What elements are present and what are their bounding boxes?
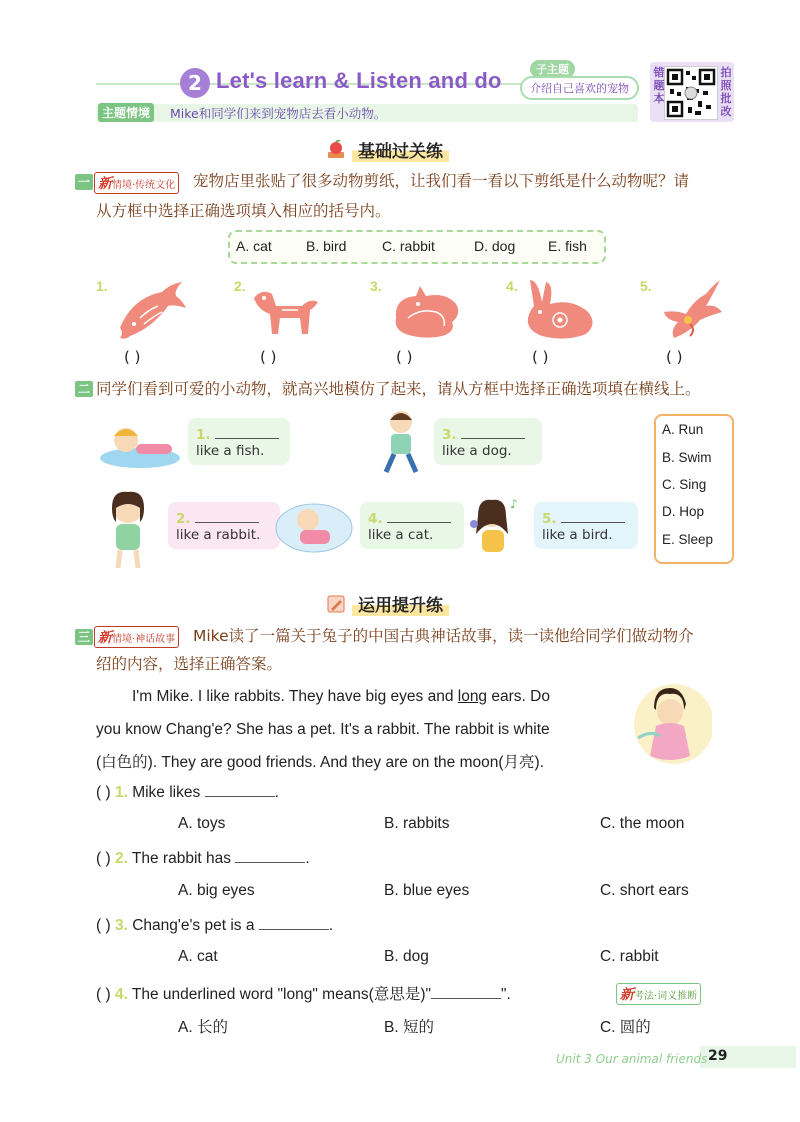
q1-new-mark: 新 (98, 176, 112, 192)
q1-badge: 一 (75, 174, 93, 190)
q2-bubble-5 (534, 502, 638, 549)
q3-answer-paren[interactable]: ( ) (96, 784, 111, 801)
q3-q1-opt[interactable]: C. the moon (600, 815, 685, 832)
q3-q2-opt[interactable]: C. short ears (600, 882, 689, 899)
q1-item-num: 4. (506, 278, 518, 294)
reading-passage (96, 680, 626, 779)
q3-question-tail: . (305, 850, 310, 867)
q3-question-tail: ". (501, 986, 511, 1003)
q2-bubble-num: 3. (442, 427, 457, 443)
papercut-rabbit-icon (520, 276, 600, 342)
qr-right-label: 拍照批改 (720, 66, 732, 118)
papercut-bird-icon (660, 276, 726, 344)
sleeping-girl-icon (274, 494, 354, 556)
q1-option: E. fish (548, 238, 587, 254)
q3-question-num: 1. (114, 784, 128, 801)
singing-girl-icon (460, 494, 524, 558)
q4-method-tag (616, 983, 701, 1005)
q3-question-num: 2. (114, 850, 128, 867)
q1-item-num: 1. (96, 278, 108, 294)
theme-label: 主题情境 (98, 103, 154, 122)
q2-bubble-text: like a bird. (542, 527, 613, 543)
q3-q2-opt[interactable]: B. blue eyes (384, 882, 470, 899)
q2-bubble-text: like a fish. (196, 443, 265, 459)
q3-answer-paren[interactable]: ( ) (96, 917, 111, 934)
q2-option: B. Swim (662, 450, 712, 465)
q3-question-stem: The rabbit has (131, 850, 232, 867)
underlined-word: long (457, 688, 488, 705)
subtheme-tag: 子主题 (530, 60, 575, 78)
q3-q1-opt[interactable]: A. toys (178, 815, 226, 832)
q3-blank[interactable] (205, 782, 275, 797)
q3-blank[interactable] (235, 848, 305, 863)
papercut-cat-icon (386, 278, 466, 342)
passage-line-1: I'm Mike. I like rabbits. They have big eyes and long ears. Do (132, 688, 550, 705)
subtheme-text: 介绍自己喜欢的宠物 (520, 76, 639, 100)
q3-answer-paren[interactable]: ( ) (96, 986, 111, 1003)
q3-blank[interactable] (431, 984, 501, 999)
q3-context-tag (94, 626, 179, 648)
q3-question-1 (96, 782, 279, 802)
q1-answer-paren[interactable]: ( ) (124, 348, 141, 366)
lesson-title: Let's learn & Listen and do (216, 68, 502, 93)
q3-q2-opt[interactable]: A. big eyes (178, 882, 255, 899)
theme-text: Mike和同学们来到宠物店去看小动物。 (170, 106, 387, 121)
section-advanced-header (326, 591, 449, 616)
papercut-dog-icon (248, 280, 326, 344)
q3-q3-opt[interactable]: A. cat (178, 948, 218, 965)
q2-blank-input[interactable] (561, 508, 625, 523)
q3-question-num: 3. (114, 917, 128, 934)
q1-option: B. bird (306, 238, 347, 254)
qr-code-icon[interactable] (664, 66, 718, 120)
q3-q4-opt[interactable]: B. 短的 (384, 1019, 434, 1036)
q2-bubble-1 (188, 418, 290, 465)
papercut-fish-icon (112, 278, 190, 342)
q1-tag-text: 情境·传统文化 (112, 180, 176, 191)
q3-badge: 三 (75, 629, 93, 645)
q1-answer-paren[interactable]: ( ) (260, 348, 277, 366)
q2-bubble-text: like a rabbit. (176, 527, 261, 543)
q2-options-box (654, 414, 734, 564)
apple-book-icon (326, 140, 346, 160)
q3-question-tail: . (328, 917, 334, 934)
q3-q1-opt[interactable]: B. rabbits (384, 815, 450, 832)
lesson-number-badge: 2 (180, 68, 210, 98)
q2-bubble-text: like a dog. (442, 443, 512, 459)
pencil-icon (326, 594, 346, 614)
q2-option: A. Run (662, 422, 704, 437)
q3-question-4 (96, 982, 511, 1004)
page-number: 29 (708, 1048, 728, 1064)
q3-new-mark: 新 (98, 630, 112, 646)
q3-question-2 (96, 848, 310, 868)
q2-bubble-text: like a cat. (368, 527, 434, 543)
q2-bubble-3 (434, 418, 542, 465)
q3-q3-opt[interactable]: B. dog (384, 948, 429, 965)
change-moon-icon (630, 680, 712, 770)
q2-prompt: 同学们看到可爱的小动物，就高兴地模仿了起来，请从方框中选择正确选项填在横线上。 (96, 380, 701, 398)
q3-q4-opt[interactable]: A. 长的 (178, 1019, 228, 1036)
q4-tag-text: 考法·词义推断 (634, 991, 698, 1002)
q2-bubble-num: 5. (542, 511, 557, 527)
q1-answer-paren[interactable]: ( ) (666, 348, 683, 366)
qr-left-label: 错题本 (653, 66, 665, 105)
q2-bubble-2 (168, 502, 280, 549)
svg-text:♪: ♪ (510, 497, 518, 511)
swimming-kid-icon (96, 418, 182, 470)
q2-blank-input[interactable] (215, 424, 279, 439)
q3-q3-opt[interactable]: C. rabbit (600, 948, 659, 965)
q3-question-stem: The underlined word "long" means(意思是)" (131, 986, 432, 1003)
q3-question-num: 4. (114, 986, 128, 1003)
running-boy-icon (378, 408, 424, 478)
section-basic-header (326, 137, 449, 162)
q1-answer-paren[interactable]: ( ) (532, 348, 549, 366)
q1-prompt-line2: 从方框中选择正确选项填入相应的括号内。 (96, 202, 391, 220)
q4-new-mark: 新 (620, 987, 634, 1003)
q3-blank[interactable] (259, 915, 329, 930)
q1-item-num: 2. (234, 278, 246, 294)
q2-blank-input[interactable] (195, 508, 259, 523)
q3-question-tail: . (274, 784, 279, 801)
q1-options-box (228, 230, 606, 264)
q2-option: E. Sleep (662, 532, 714, 547)
q2-bubble-num: 1. (196, 427, 211, 443)
q3-question-stem: Mike likes (132, 784, 201, 801)
q1-item-num: 3. (370, 278, 382, 294)
hopping-girl-icon (100, 488, 156, 572)
q2-bubble-num: 2. (176, 511, 191, 527)
q3-prompt-line1: Mike读了一篇关于兔子的中国古典神话故事，读一读他给同学们做动物介 (193, 627, 694, 645)
q2-badge: 二 (75, 381, 93, 397)
q1-context-tag (94, 172, 179, 194)
section-advanced-title: 运用提升练 (352, 591, 449, 616)
q3-q4-opt[interactable]: C. 圆的 (600, 1019, 651, 1036)
q2-blank-input[interactable] (387, 508, 451, 523)
q2-blank-input[interactable] (461, 424, 525, 439)
section-basic-title: 基础过关练 (352, 137, 449, 162)
q1-option: D. dog (474, 238, 516, 254)
q3-tag-text: 情境·神话故事 (112, 634, 176, 645)
q3-question-3 (96, 915, 333, 935)
q1-item-num: 5. (640, 278, 652, 294)
passage-line-2: you know Chang'e? She has a pet. It's a rabbit. The rabbit is white (96, 721, 550, 738)
q2-option: D. Hop (662, 504, 705, 519)
q2-bubble-num: 4. (368, 511, 383, 527)
passage-line-3: (白色的). They are good friends. And they are on the moon(月亮). (96, 754, 544, 771)
footer-unit: Unit 3 Our animal friends (556, 1052, 708, 1066)
q1-answer-paren[interactable]: ( ) (396, 348, 413, 366)
q1-option: C. rabbit (382, 238, 435, 254)
q1-option: A. cat (236, 238, 272, 254)
q2-option: C. Sing (662, 477, 707, 492)
q3-answer-paren[interactable]: ( ) (96, 850, 111, 867)
q1-prompt-line1: 宠物店里张贴了很多动物剪纸，让我们看一看以下剪纸是什么动物呢？请 (193, 172, 690, 190)
q2-bubble-4 (360, 502, 464, 549)
q3-question-stem: Chang'e's pet is a (132, 917, 255, 934)
q3-prompt-line2: 绍的内容，选择正确答案。 (96, 655, 283, 673)
